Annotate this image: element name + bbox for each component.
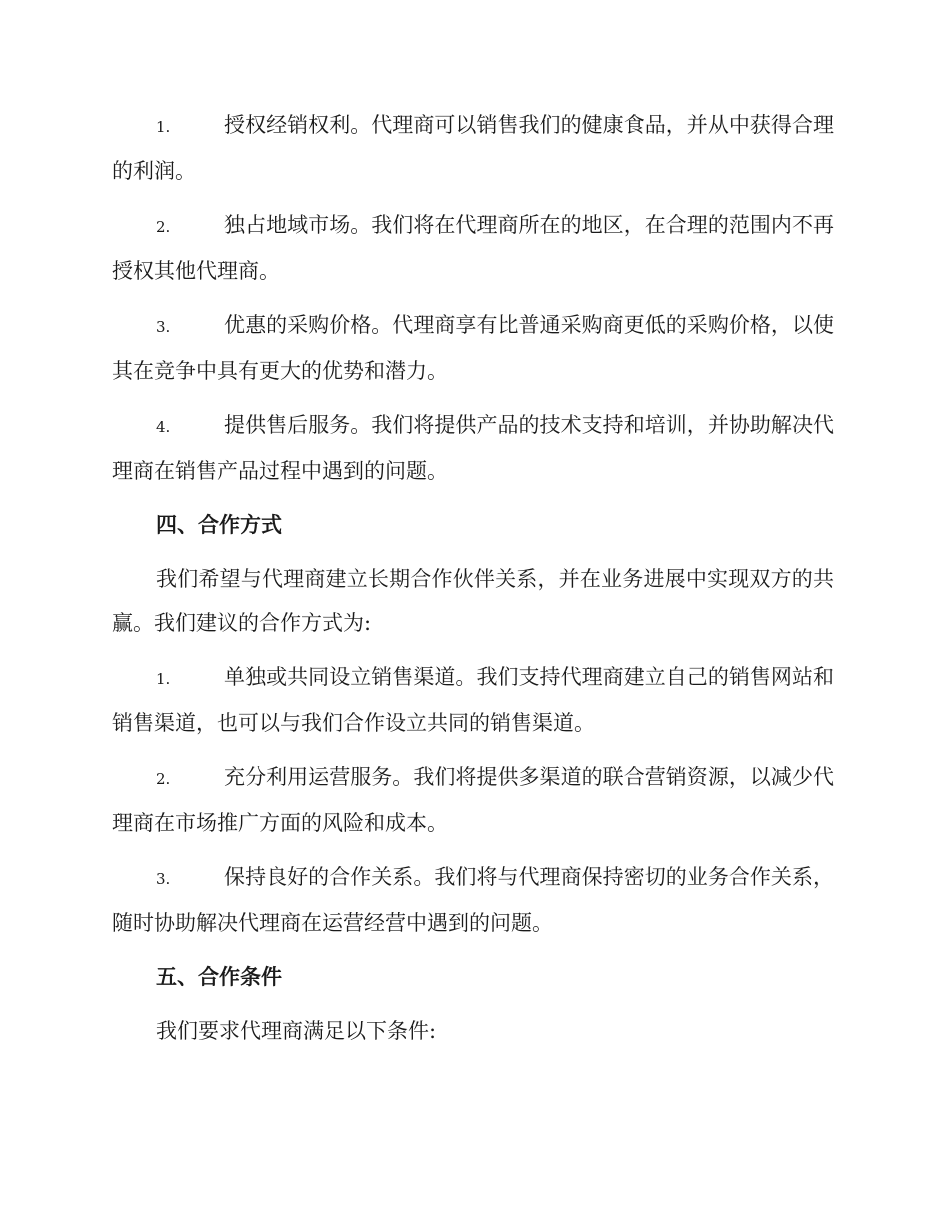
list-item — [112, 103, 834, 193]
list-item-number: 1. — [156, 670, 171, 688]
document-content — [112, 103, 834, 1063]
list-item — [112, 655, 834, 745]
section-intro-cooperation: 我们希望与代理商建立长期合作伙伴关系，并在业务进展中实现双方的共赢。我们建议的合作方式为: — [112, 567, 834, 635]
section-heading-conditions: 五、合作条件 — [156, 964, 282, 989]
list-item-number: 4. — [156, 418, 171, 436]
list-item — [112, 203, 834, 293]
list-item-number: 2. — [156, 218, 171, 236]
list-item — [112, 855, 834, 945]
list-item-text: 充分利用运营服务。我们将提供多渠道的联合营销资源，以减少代理商在市场推广方面的风险和成本。 — [112, 765, 834, 835]
section-heading-cooperation: 四、合作方式 — [156, 512, 282, 537]
list-item-number: 2. — [156, 770, 171, 788]
list-item-number: 1. — [156, 118, 171, 136]
list-item-text: 授权经销权利。代理商可以销售我们的健康食品，并从中获得合理的利润。 — [112, 113, 834, 183]
list-item — [112, 755, 834, 845]
list-item-text: 提供售后服务。我们将提供产品的技术支持和培训，并协助解决代理商在销售产品过程中遇到的问题。 — [112, 413, 834, 483]
list-item-text: 单独或共同设立销售渠道。我们支持代理商建立自己的销售网站和销售渠道，也可以与我们合作设立共同的销售渠道。 — [112, 665, 834, 735]
list-item-number: 3. — [156, 870, 171, 888]
list-item-text: 保持良好的合作关系。我们将与代理商保持密切的业务合作关系，随时协助解决代理商在运营经营中遇到的问题。 — [112, 865, 834, 935]
list-item — [112, 303, 834, 393]
section-intro-conditions: 我们要求代理商满足以下条件: — [156, 1019, 437, 1043]
list-item-text: 独占地域市场。我们将在代理商所在的地区，在合理的范围内不再授权其他代理商。 — [112, 213, 834, 283]
list-item-text: 优惠的采购价格。代理商享有比普通采购商更低的采购价格，以使其在竞争中具有更大的优势和潜力。 — [112, 313, 834, 383]
list-item-number: 3. — [156, 318, 171, 336]
list-item — [112, 403, 834, 493]
